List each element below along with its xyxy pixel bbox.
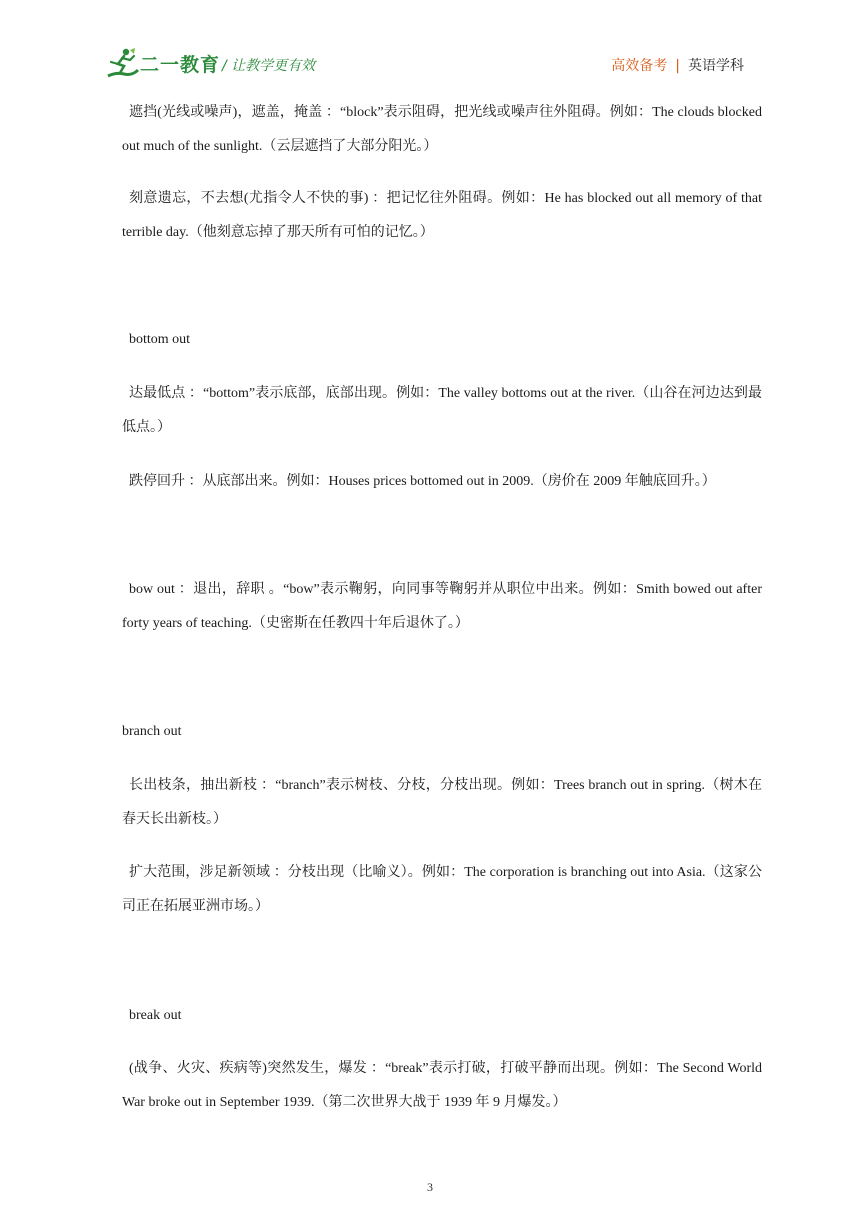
paragraph-text: 长出枝条，抽出新枝 ：“branch”表示树枝、分枝，分枝出现。例如：Trees branch out in spring.（树木在春天长出新枝。） [122,778,762,827]
header-separator: | [675,58,680,74]
paragraph-text: 跌停回升 ：从底部出来。例如：Houses prices bottomed out in 2009.（房价在 2009 年触底回升。） [129,474,716,489]
slogan: / 让教学更有效 [222,58,316,74]
paragraph [122,573,762,641]
paragraph-text: 遮挡(光线或噪声)，遮盖，掩盖 ：“block”表示阻碍，把光线或噪声往外阻碍。例如：The clouds blocked out much of the sunlight.（云层遮挡了大部分阳光。） [122,105,762,154]
paragraph-text: 扩大范围，涉足新领域 ：分枝出现（比喻义）。例如：The corporation is branching out into Asia.（这家公司正在拓展亚洲市场。） [122,865,762,914]
term-text: bottom out [129,332,191,347]
paragraph-text: 刻意遗忘，不去想(尤指令人不快的事) ：把记忆往外阻碍。例如：He has blocked out all memory of that terrible day.（他刻意忘掉了那天所有可怕的记忆。） [122,191,762,240]
paragraph [122,377,762,445]
subject-label: 英语学科 [688,58,744,74]
paragraph-text: (战争、火灾、疾病等)突然发生，爆发 ：“break”表示打破，打破平静而出现。例如：The Second World War broke out in September 1939.（第二次世界大战于 1939 年 9 月爆发。） [122,1061,762,1110]
paragraph [122,182,762,250]
page-number: 3 [427,1180,433,1194]
runner-icon [104,46,140,82]
paragraph [122,465,762,499]
term-heading [122,330,762,350]
header-subject [611,55,744,75]
exam-prep-label: 高效备考 [611,58,668,74]
paragraph [122,856,762,924]
term-heading [122,1006,762,1026]
brand-logo [104,46,222,82]
page-header [0,0,860,90]
paragraph-text: bow out ：退出，辞职 。“bow”表示鞠躬，向同事等鞠躬并从职位中出来。例如：Smith bowed out after forty years of teaching.（史密斯在任教四十年后退休了。） [122,582,762,631]
term-text: break out [129,1008,182,1023]
term-heading [122,722,762,742]
paragraph [122,769,762,837]
paragraph [122,96,762,164]
paragraph [122,1052,762,1120]
term-text: branch out [122,724,182,739]
logo-text: 二一教育 [140,54,221,76]
paragraph-text: 达最低点 ：“bottom”表示底部，底部出现。例如：The valley bottoms out at the river.（山谷在河边达到最低点。） [122,386,762,435]
